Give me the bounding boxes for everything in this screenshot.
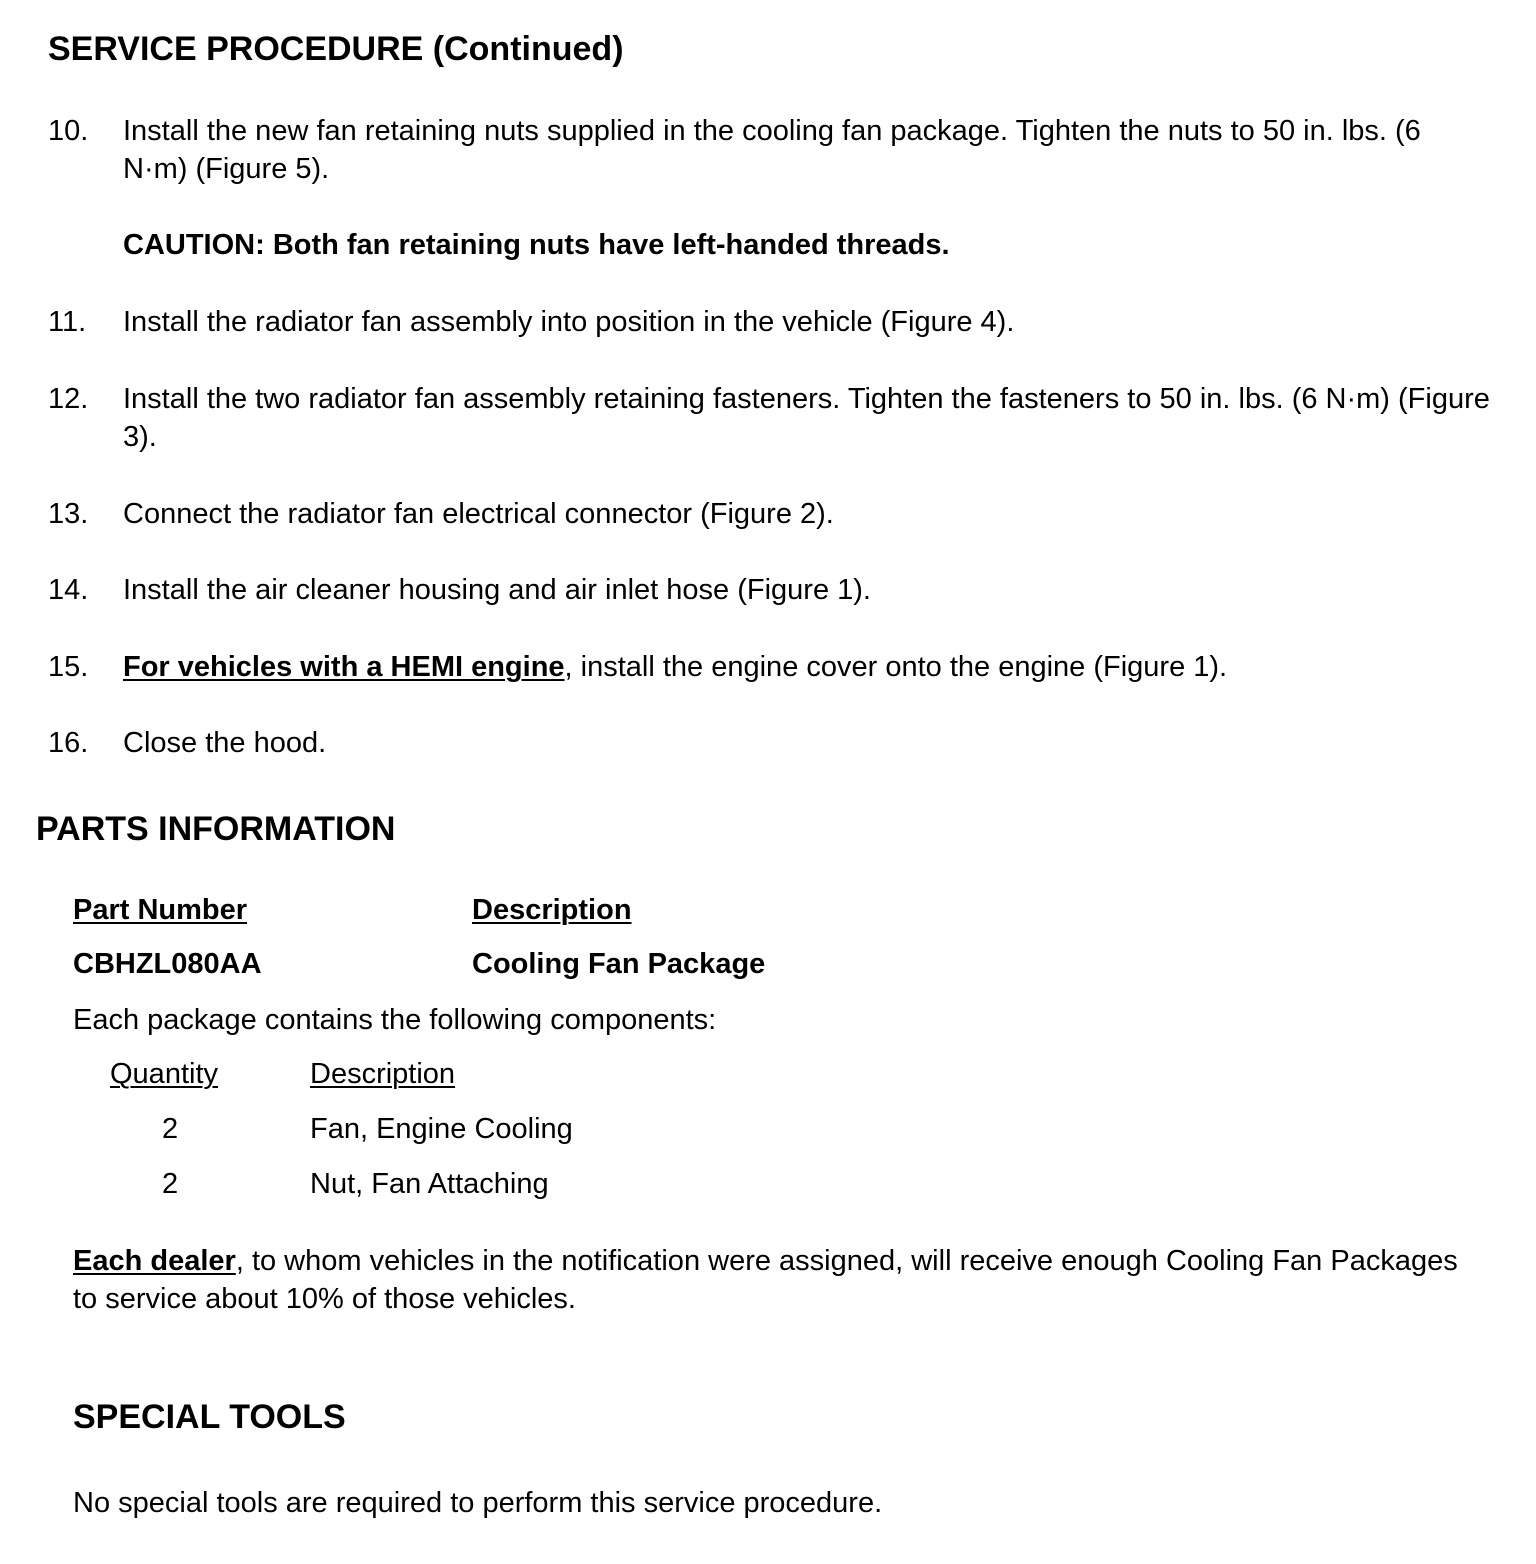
step-text-rest: , install the engine cover onto the engine (Figure 1). (564, 651, 1228, 683)
component-description: Fan, Engine Cooling (310, 1113, 573, 1145)
step-text: Install the new fan retaining nuts supplied in the cooling fan package. Tighten the nuts to 50 in. lbs. (6 N·m) (Figure 5). (123, 115, 1421, 185)
step-number: 16. (48, 727, 89, 759)
col-header-part-number: Part Number (73, 894, 248, 926)
service-procedure-heading: SERVICE PROCEDURE (Continued) (48, 30, 624, 68)
contents-intro: Each package contains the following components: (73, 1004, 717, 1036)
step-number: 15. (48, 651, 89, 683)
step-text: Close the hood. (123, 727, 327, 759)
step-number: 10. (48, 115, 89, 147)
step-text: Install the radiator fan assembly into position in the vehicle (Figure 4). (123, 306, 1015, 338)
components-header-description: Description (310, 1058, 456, 1090)
special-tools-heading: SPECIAL TOOLS (73, 1398, 346, 1436)
hemi-engine-emphasis: For vehicles with a HEMI engine (123, 651, 565, 683)
caution-note: CAUTION: Both fan retaining nuts have left-handed threads. (123, 229, 950, 261)
part-description: Cooling Fan Package (472, 948, 766, 980)
components-header-quantity: Quantity (110, 1058, 218, 1090)
parts-information-heading: PARTS INFORMATION (36, 810, 396, 848)
step-text: Connect the radiator fan electrical connector (Figure 2). (123, 498, 834, 530)
component-quantity: 2 (162, 1168, 179, 1200)
step-text: Install the two radiator fan assembly retaining fasteners. Tighten the fasteners to 50 in. lbs. (6 N·m) (Figure 3). (123, 383, 1490, 453)
col-header-description: Description (472, 894, 632, 926)
special-tools-text: No special tools are required to perform this service procedure. (73, 1487, 883, 1519)
part-number: CBHZL080AA (73, 948, 262, 980)
step-number: 13. (48, 498, 89, 530)
step-number: 11. (48, 306, 87, 338)
dealer-emphasis: Each dealer (73, 1245, 236, 1277)
step-text (123, 648, 1513, 686)
step-number: 14. (48, 574, 89, 606)
dealer-note (73, 1242, 1473, 1318)
step-text: Install the air cleaner housing and air inlet hose (Figure 1). (123, 574, 871, 606)
step-number: 12. (48, 383, 89, 415)
dealer-note-text: , to whom vehicles in the notification were assigned, will receive enough Cooling Fan Packages to service about 10% of those vehicles. (73, 1245, 1458, 1315)
component-quantity: 2 (162, 1113, 179, 1145)
component-description: Nut, Fan Attaching (310, 1168, 549, 1200)
